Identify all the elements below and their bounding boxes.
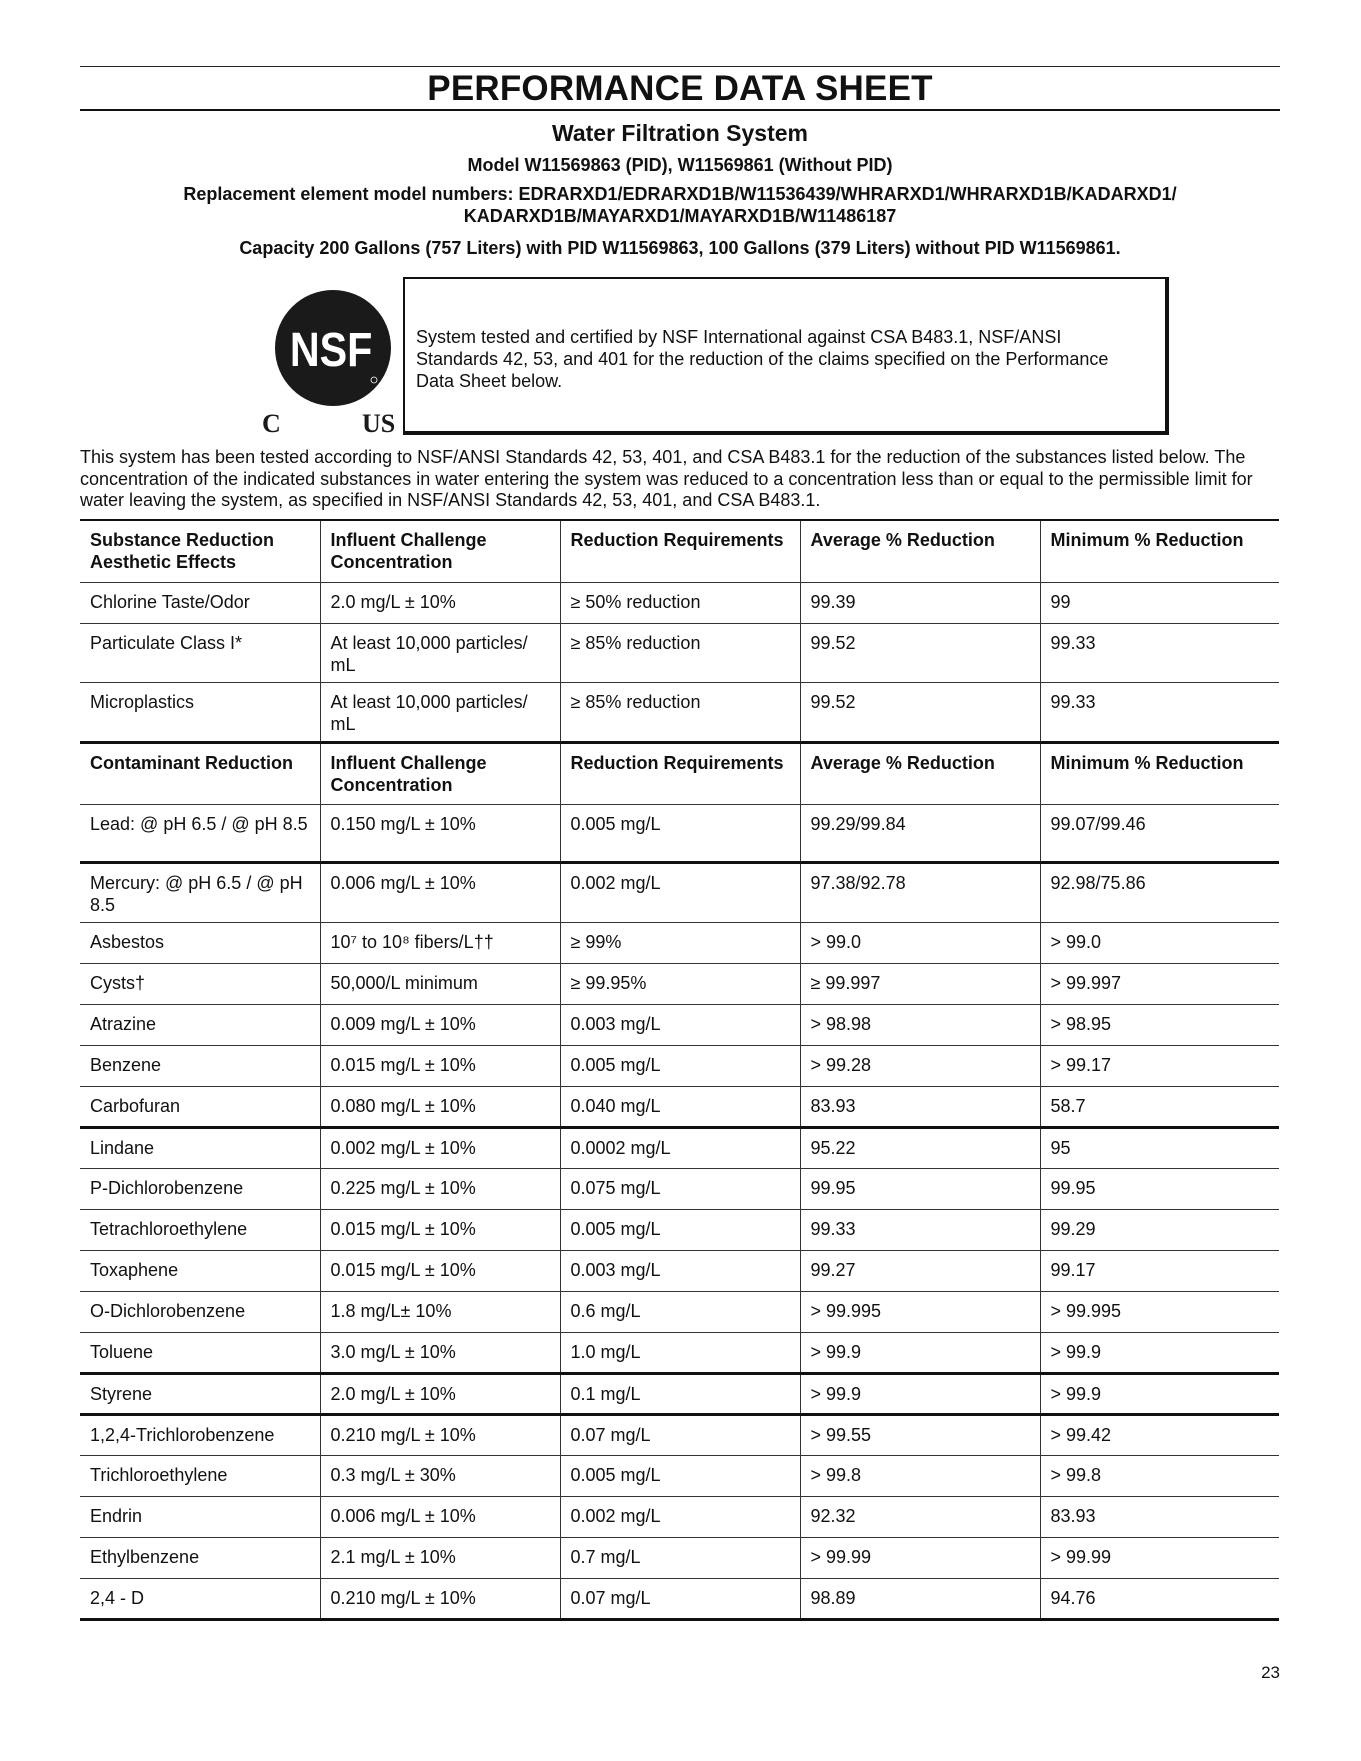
cell-influent: 0.015 mg/L ± 10% xyxy=(320,1251,560,1292)
cell-influent: 0.210 mg/L ± 10% xyxy=(320,1415,560,1456)
cell-average: > 99.9 xyxy=(800,1333,1040,1374)
cell-substance: Lindane xyxy=(80,1128,320,1169)
cell-requirement: 0.003 mg/L xyxy=(560,1251,800,1292)
cell-average: > 99.28 xyxy=(800,1046,1040,1087)
cell-minimum: 95 xyxy=(1040,1128,1279,1169)
cell-influent: 3.0 mg/L ± 10% xyxy=(320,1333,560,1374)
cell-influent: 0.080 mg/L ± 10% xyxy=(320,1087,560,1128)
cell-minimum: > 99.995 xyxy=(1040,1292,1279,1333)
title-bottom-rule xyxy=(80,109,1280,111)
cell-influent: 2.0 mg/L ± 10% xyxy=(320,582,560,623)
cell-minimum: > 99.17 xyxy=(1040,1046,1279,1087)
table-row xyxy=(80,1579,1279,1620)
table-row xyxy=(80,923,1279,964)
cell-minimum: > 99.42 xyxy=(1040,1415,1279,1456)
column-header-influent: Influent Challenge Concentration xyxy=(320,520,560,582)
cell-average: 99.33 xyxy=(800,1210,1040,1251)
capacity-line: Capacity 200 Gallons (757 Liters) with PID W11569863, 100 Gallons (379 Liters) without PID W11569861. xyxy=(239,238,1121,258)
cell-minimum: 99.95 xyxy=(1040,1169,1279,1210)
cell-substance: Endrin xyxy=(80,1497,320,1538)
certification-box xyxy=(403,277,1169,435)
cell-influent: 2.0 mg/L ± 10% xyxy=(320,1374,560,1415)
cell-average: > 99.55 xyxy=(800,1415,1040,1456)
cell-requirement: 0.07 mg/L xyxy=(560,1579,800,1620)
cell-requirement: 0.002 mg/L xyxy=(560,863,800,923)
cell-minimum: 99.33 xyxy=(1040,682,1279,742)
column-header-influent: Influent Challenge Concentration xyxy=(320,743,560,805)
cell-minimum: > 99.9 xyxy=(1040,1333,1279,1374)
table-row xyxy=(80,1210,1279,1251)
nsf-logo-left-letter: C xyxy=(262,409,281,436)
cell-average: 99.52 xyxy=(800,623,1040,682)
subtitle: Water Filtration System xyxy=(551,120,809,146)
certification-text: System tested and certified by NSF International against CSA B483.1, NSF/ANSI Standards 42, 53, and 401 for the reduction of the claims specified on the Performance Data Sheet below. xyxy=(416,327,1109,391)
cell-minimum: > 99.0 xyxy=(1040,923,1279,964)
cell-requirement: 0.6 mg/L xyxy=(560,1292,800,1333)
column-header-minimum: Minimum % Reduction xyxy=(1040,743,1279,805)
cell-requirement: 0.003 mg/L xyxy=(560,1005,800,1046)
cell-influent: 0.002 mg/L ± 10% xyxy=(320,1128,560,1169)
cell-influent: 2.1 mg/L ± 10% xyxy=(320,1538,560,1579)
cell-average: 97.38/92.78 xyxy=(800,863,1040,923)
column-header-substance: Contaminant Reduction xyxy=(80,743,320,805)
cell-requirement: ≥ 85% reduction xyxy=(560,682,800,742)
cell-average: > 98.98 xyxy=(800,1005,1040,1046)
table-row xyxy=(80,1497,1279,1538)
column-header-requirement: Reduction Requirements xyxy=(560,520,800,582)
cell-requirement: 0.005 mg/L xyxy=(560,1456,800,1497)
cell-minimum: > 99.99 xyxy=(1040,1538,1279,1579)
cell-substance: Ethylbenzene xyxy=(80,1538,320,1579)
model-line: Model W11569863 (PID), W11569861 (Without PID) xyxy=(467,155,893,175)
replacement-models xyxy=(110,183,1250,227)
cell-influent: 0.015 mg/L ± 10% xyxy=(320,1046,560,1087)
cell-substance: Lead: @ pH 6.5 / @ pH 8.5 xyxy=(80,805,320,863)
table-row xyxy=(80,1456,1279,1497)
cell-requirement: 0.005 mg/L xyxy=(560,805,800,863)
cell-average: > 99.9 xyxy=(800,1374,1040,1415)
cell-influent: At least 10,000 particles/ mL xyxy=(320,623,560,682)
cell-substance: Particulate Class I* xyxy=(80,623,320,682)
page-number: 23 xyxy=(1261,1663,1280,1682)
cell-requirement: 0.7 mg/L xyxy=(560,1538,800,1579)
cell-requirement: 0.07 mg/L xyxy=(560,1415,800,1456)
cell-minimum: 92.98/75.86 xyxy=(1040,863,1279,923)
table-row xyxy=(80,1415,1279,1456)
cell-requirement: 0.005 mg/L xyxy=(560,1210,800,1251)
column-header-average: Average % Reduction xyxy=(800,520,1040,582)
cell-average: > 99.99 xyxy=(800,1538,1040,1579)
table-row xyxy=(80,1374,1279,1415)
cell-substance: 2,4 - D xyxy=(80,1579,320,1620)
cell-substance: 1,2,4-Trichlorobenzene xyxy=(80,1415,320,1456)
cell-substance: Benzene xyxy=(80,1046,320,1087)
cell-influent: 10⁷ to 10⁸ fibers/L†† xyxy=(320,923,560,964)
cell-substance: Carbofuran xyxy=(80,1087,320,1128)
cell-influent: 0.150 mg/L ± 10% xyxy=(320,805,560,863)
title-top-rule xyxy=(80,66,1280,67)
contaminant-reduction-table xyxy=(80,741,1279,1621)
cell-average: ≥ 99.997 xyxy=(800,964,1040,1005)
table-row xyxy=(80,1538,1279,1579)
table-row xyxy=(80,1128,1279,1169)
cell-requirement: 0.002 mg/L xyxy=(560,1497,800,1538)
cell-influent: 0.210 mg/L ± 10% xyxy=(320,1579,560,1620)
table-header-row xyxy=(80,743,1279,805)
table-header-row xyxy=(80,520,1279,582)
column-header-requirement: Reduction Requirements xyxy=(560,743,800,805)
cell-minimum: 99.29 xyxy=(1040,1210,1279,1251)
intro-paragraph: This system has been tested according to NSF/ANSI Standards 42, 53, 401, and CSA B483.1 for the reduction of the substances listed below. The concentration of the indicated substances in water entering the system was reduced to a concentration less than or equal to the permissible limit for water leaving the system, as specified in NSF/ANSI Standards 42, 53, 401, and CSA B483.1. xyxy=(80,447,1253,510)
cell-requirement: 0.075 mg/L xyxy=(560,1169,800,1210)
cell-requirement: 0.1 mg/L xyxy=(560,1374,800,1415)
cell-average: > 99.995 xyxy=(800,1292,1040,1333)
cell-requirement: 0.005 mg/L xyxy=(560,1046,800,1087)
table-row xyxy=(80,805,1279,863)
cell-requirement: 0.040 mg/L xyxy=(560,1087,800,1128)
cell-average: > 99.0 xyxy=(800,923,1040,964)
cell-requirement: 0.0002 mg/L xyxy=(560,1128,800,1169)
cell-substance: P-Dichlorobenzene xyxy=(80,1169,320,1210)
nsf-logo-mark: NSF xyxy=(289,323,373,377)
cell-substance: Tetrachloroethylene xyxy=(80,1210,320,1251)
column-header-minimum: Minimum % Reduction xyxy=(1040,520,1279,582)
table-row xyxy=(80,1169,1279,1210)
table-row xyxy=(80,682,1279,742)
cell-substance: Toxaphene xyxy=(80,1251,320,1292)
cell-substance: Toluene xyxy=(80,1333,320,1374)
cell-minimum: 99 xyxy=(1040,582,1279,623)
cell-influent: 0.015 mg/L ± 10% xyxy=(320,1210,560,1251)
table-row xyxy=(80,1292,1279,1333)
table-row xyxy=(80,964,1279,1005)
table-row xyxy=(80,863,1279,923)
cell-average: 98.89 xyxy=(800,1579,1040,1620)
cell-minimum: 99.07/99.46 xyxy=(1040,805,1279,863)
cell-average: 99.52 xyxy=(800,682,1040,742)
table-row xyxy=(80,623,1279,682)
cell-influent: 1.8 mg/L± 10% xyxy=(320,1292,560,1333)
cell-substance: O-Dichlorobenzene xyxy=(80,1292,320,1333)
cell-minimum: 58.7 xyxy=(1040,1087,1279,1128)
cell-minimum: > 99.9 xyxy=(1040,1374,1279,1415)
cell-average: 99.29/99.84 xyxy=(800,805,1040,863)
cell-requirement: 1.0 mg/L xyxy=(560,1333,800,1374)
cell-average: 99.95 xyxy=(800,1169,1040,1210)
cell-requirement: ≥ 85% reduction xyxy=(560,623,800,682)
cell-requirement: ≥ 99% xyxy=(560,923,800,964)
cell-influent: 0.009 mg/L ± 10% xyxy=(320,1005,560,1046)
cell-influent: 0.3 mg/L ± 30% xyxy=(320,1456,560,1497)
cell-minimum: 99.17 xyxy=(1040,1251,1279,1292)
cell-minimum: > 99.8 xyxy=(1040,1456,1279,1497)
cell-influent: 0.006 mg/L ± 10% xyxy=(320,1497,560,1538)
aesthetic-effects-table xyxy=(80,519,1279,744)
cell-average: 99.39 xyxy=(800,582,1040,623)
table-row xyxy=(80,1046,1279,1087)
cell-substance: Asbestos xyxy=(80,923,320,964)
cell-substance: Styrene xyxy=(80,1374,320,1415)
cell-minimum: > 99.997 xyxy=(1040,964,1279,1005)
column-header-average: Average % Reduction xyxy=(800,743,1040,805)
nsf-certification-logo xyxy=(258,290,404,436)
replacement-line-2: KADARXD1B/MAYARXD1/MAYARXD1B/W11486187 xyxy=(463,206,897,226)
cell-influent: 50,000/L minimum xyxy=(320,964,560,1005)
replacement-line-1: Replacement element model numbers: EDRARXD1/EDRARXD1B/W11536439/WHRARXD1/WHRARXD1B/KADARXD1/ xyxy=(183,184,1177,204)
cell-average: 92.32 xyxy=(800,1497,1040,1538)
cell-average: > 99.8 xyxy=(800,1456,1040,1497)
cell-substance: Atrazine xyxy=(80,1005,320,1046)
cell-requirement: ≥ 99.95% xyxy=(560,964,800,1005)
cell-substance: Mercury: @ pH 6.5 / @ pH 8.5 xyxy=(80,863,320,923)
cell-influent: At least 10,000 particles/ mL xyxy=(320,682,560,742)
cell-influent: 0.225 mg/L ± 10% xyxy=(320,1169,560,1210)
cell-requirement: ≥ 50% reduction xyxy=(560,582,800,623)
cell-influent: 0.006 mg/L ± 10% xyxy=(320,863,560,923)
cell-minimum: 94.76 xyxy=(1040,1579,1279,1620)
cell-substance: Chlorine Taste/Odor xyxy=(80,582,320,623)
cell-substance: Microplastics xyxy=(80,682,320,742)
cell-average: 95.22 xyxy=(800,1128,1040,1169)
page-title: PERFORMANCE DATA SHEET xyxy=(427,69,933,108)
table-row xyxy=(80,1087,1279,1128)
cell-average: 83.93 xyxy=(800,1087,1040,1128)
table-row xyxy=(80,1251,1279,1292)
cell-average: 99.27 xyxy=(800,1251,1040,1292)
column-header-substance: Substance Reduction Aesthetic Effects xyxy=(80,520,320,582)
cell-minimum: > 98.95 xyxy=(1040,1005,1279,1046)
cell-minimum: 99.33 xyxy=(1040,623,1279,682)
table-row xyxy=(80,582,1279,623)
cell-substance: Cysts† xyxy=(80,964,320,1005)
cell-substance: Trichloroethylene xyxy=(80,1456,320,1497)
nsf-logo-right-letter: US xyxy=(362,409,396,436)
cell-minimum: 83.93 xyxy=(1040,1497,1279,1538)
table-row xyxy=(80,1005,1279,1046)
table-row xyxy=(80,1333,1279,1374)
